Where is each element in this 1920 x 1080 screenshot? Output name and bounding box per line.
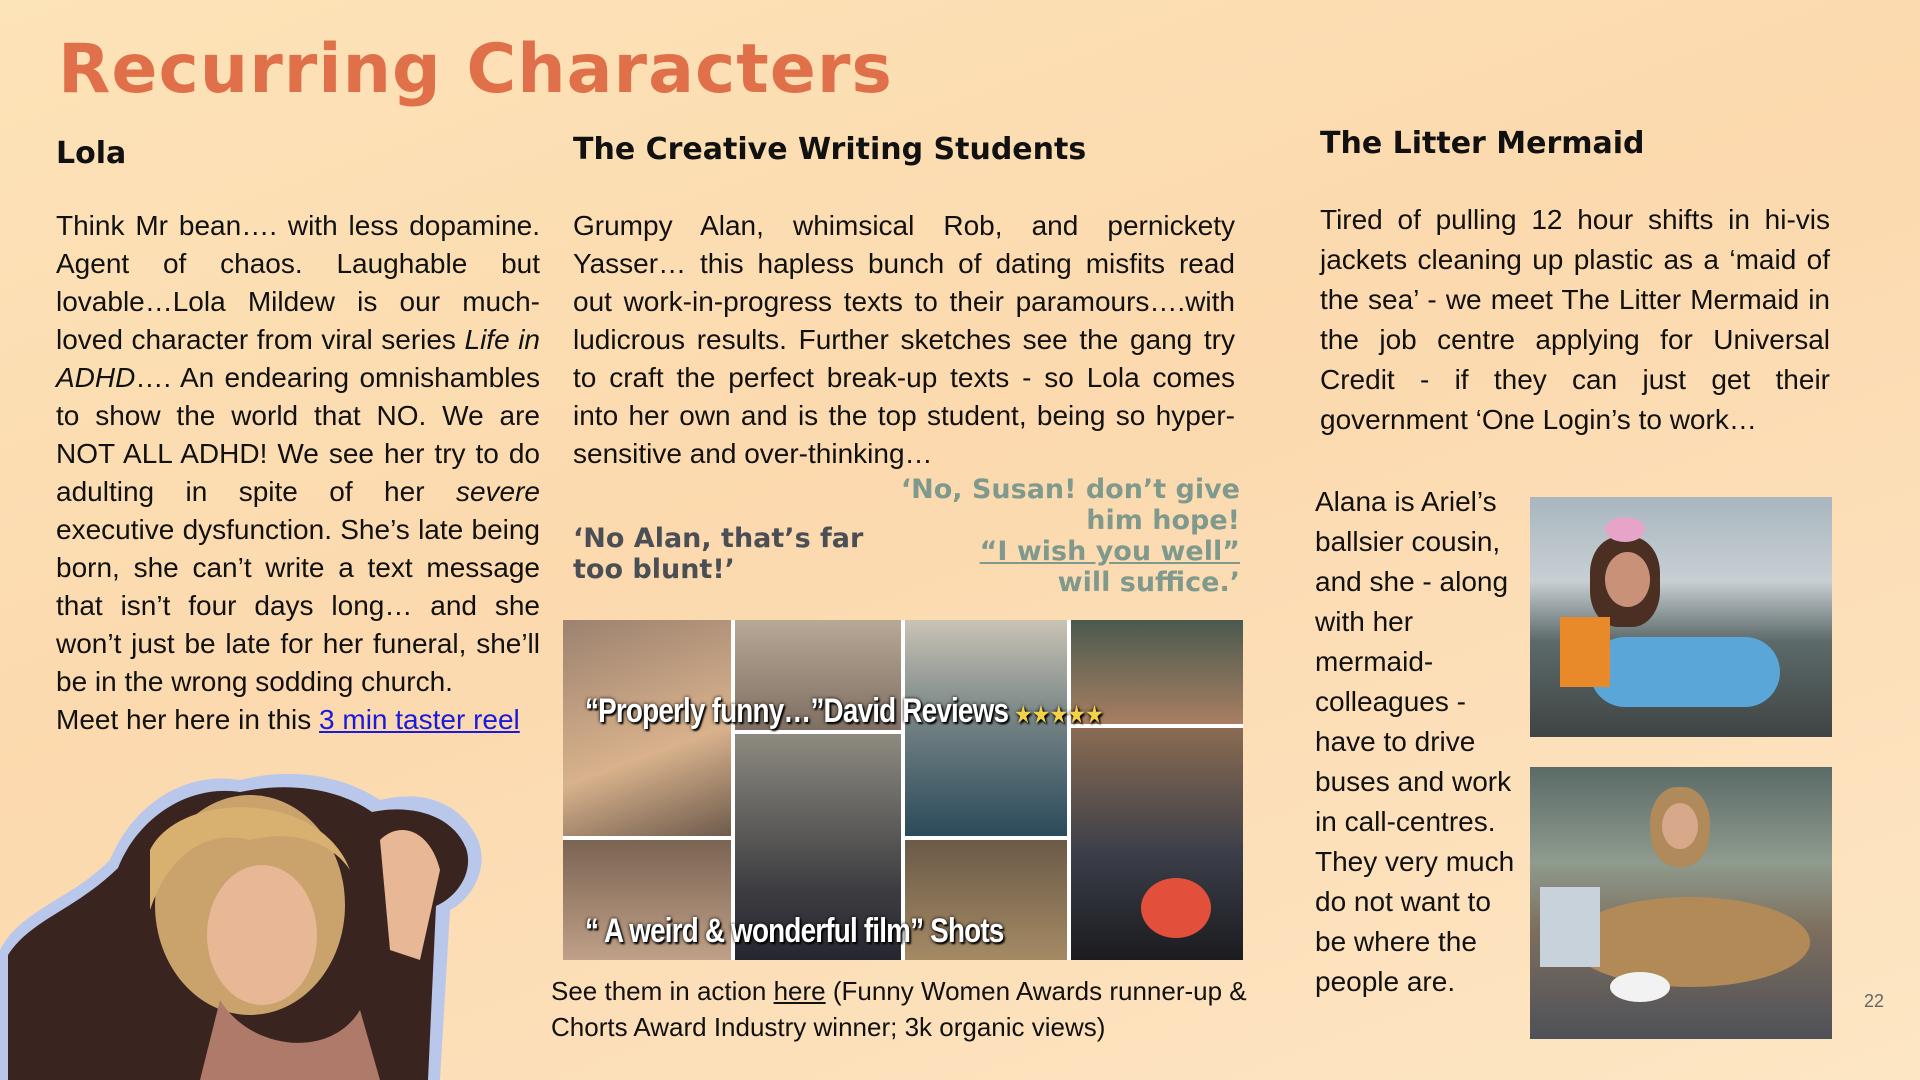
quote-no-alan: ‘No Alan, that’s far too blunt!’ xyxy=(573,523,864,585)
students-description: Grumpy Alan, whimsical Rob, and pernickety Yasser… this hapless bunch of dating misfits read out work-in-progress texts to their paramours….with ludicrous results. Further sketches see the gang try to craft the perfect break-up texts - so Lola comes into her own and is the top student, being so hyper-sensitive and over-thinking… xyxy=(573,210,1235,469)
mermaid-photo-beach xyxy=(1530,497,1832,737)
mermaid-side-text: Alana is Ariel’s ballsier cousin, and she - along with her mermaid-colleagues - have to drive buses and work in call-centres. They very much do not want to be where the people are. xyxy=(1315,486,1515,997)
collage-review-top xyxy=(585,692,1104,731)
students-heading: The Creative Writing Students xyxy=(573,132,1087,167)
review-stars: ★★★★★ xyxy=(1015,702,1105,727)
lola-heading: Lola xyxy=(56,136,127,171)
quote-susan-line-3: will suffice.’ xyxy=(1057,567,1240,598)
caption-text-b: (Funny Women Awards runner-up & Chorts Award Industry winner; 3k organic views) xyxy=(551,976,1247,1042)
slide-title: Recurring Characters xyxy=(58,30,893,109)
quote-no-susan xyxy=(860,474,1240,598)
lola-text-italic: severe xyxy=(455,476,540,507)
lola-text-c: executive dysfunction. She’s late being born, she can’t write a text message that isn’t four days long… and she won’t just be late for her funeral, she’ll be in the wrong sodding church. xyxy=(56,514,540,697)
mermaid-description: Tired of pulling 12 hour shifts in hi-vis jackets cleaning up plastic as a ‘maid of the sea’ - we meet The Litter Mermaid in the job centre applying for Universal Credit - if they can just get their government ‘One Login’s to work… xyxy=(1320,204,1830,435)
students-caption xyxy=(551,973,1251,1045)
lola-series-title: Life in ADHD xyxy=(56,324,541,393)
students-collage xyxy=(563,620,1243,960)
quote-susan-line-2 xyxy=(860,536,1240,567)
lola-photo xyxy=(0,760,490,1080)
mermaid-heading: The Litter Mermaid xyxy=(1320,126,1645,161)
collage-review-bottom: “ A weird & wonderful film” Shots xyxy=(585,912,1004,950)
lola-description xyxy=(56,207,540,739)
mermaid-photo-office xyxy=(1530,767,1832,1039)
lola-text-a: Think Mr bean…. with less dopamine. Agent of chaos. Laughable but lovable…Lola Mildew is our much-loved character from viral series xyxy=(56,210,540,355)
lola-reel-text: Meet her here in this xyxy=(56,704,320,735)
caption-text-a: See them in action xyxy=(551,976,774,1006)
collage-review-top-text: “Properly funny…”David Reviews xyxy=(585,692,1009,730)
lola-text-b: …. An endearing omnishambles to show the world that NO. We are NOT ALL ADHD! We see her try to do adulting in spite of her xyxy=(56,362,540,507)
quote-susan-line-1: ‘No, Susan! don’t give him hope! xyxy=(900,474,1240,536)
taster-reel-link[interactable]: 3 min taster reel xyxy=(319,704,520,735)
page-number: 22 xyxy=(1863,991,1884,1011)
see-them-here-link[interactable]: here xyxy=(773,976,826,1006)
quote-i-wish-you-well: “I wish you well” xyxy=(979,536,1240,567)
collage-still-6 xyxy=(1071,728,1243,960)
